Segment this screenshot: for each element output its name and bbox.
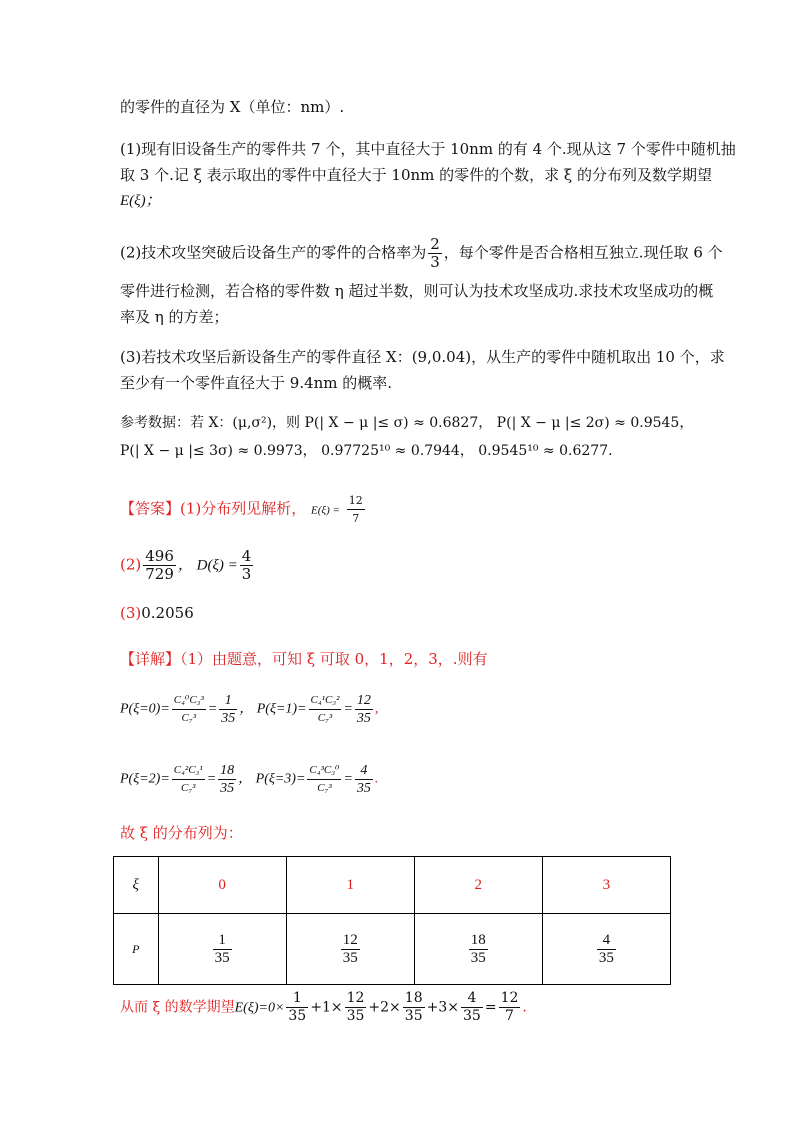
answer-part-1: (1)分布列见解析， <box>180 499 307 518</box>
table-num-1: 12 <box>342 931 358 948</box>
table-den-1: 35 <box>342 949 358 966</box>
conclusion-result-den: 7 <box>505 1008 514 1024</box>
table-header-1: 1 <box>286 857 414 914</box>
detail-label: 【详解】 <box>120 650 181 668</box>
conclusion-frac-3 <box>461 990 483 1025</box>
conclusion-end: . <box>522 999 527 1016</box>
p3-lhs: P(ξ=3)= <box>255 771 306 787</box>
table-den-0: 35 <box>214 949 230 966</box>
p1-comb-den: C₇³ <box>317 712 333 724</box>
p3-fraction <box>355 762 373 797</box>
problem-line-5-text-b: ，每个零件是否合格相互独立.现任取 6 个 <box>443 243 723 262</box>
p0-fraction <box>219 692 237 727</box>
p1-comb-fraction <box>309 692 342 727</box>
p3-comb-den: C₇³ <box>317 782 332 794</box>
table-den-3: 35 <box>598 949 614 966</box>
conclusion-den-3: 35 <box>463 1008 481 1024</box>
answer-expectation-den: 7 <box>352 512 360 525</box>
reference-line-1: 参考数据：若 X：(μ,σ²)，则 P(| X − μ |≤ σ) ≈ 0.6827， P(| X − μ |≤ 2σ) ≈ 0.9545， <box>120 415 694 431</box>
p0-num: 1 <box>219 692 237 710</box>
answer-expectation-lhs: E(ξ) = <box>311 504 340 517</box>
problem-line-9: 至少有一个零件直径大于 9.4nm 的概率. <box>120 374 393 392</box>
table-header-row <box>114 857 671 914</box>
p2-comb-num: C₄²C₃¹ <box>172 762 205 780</box>
answer-probability-den: 729 <box>145 565 174 583</box>
conclusion-frac-0 <box>286 990 308 1025</box>
p2-comb-fraction <box>172 762 205 797</box>
conclusion-num-2: 18 <box>404 990 423 1006</box>
p2-comb-den: C₇³ <box>180 782 196 794</box>
table-cell-0 <box>158 914 286 985</box>
table-prob-row <box>114 914 671 985</box>
problem-line-7: 率及 η 的方差； <box>120 308 229 326</box>
detail-prob-row-2: P(ξ=2)= $\frac{\text{C₄²C₃¹}}{\text{C₇³}}$ = $\frac{18}{35}$ ， P(ξ=3)= $\frac{\text{C₄³C₃⁰}}{\text{C₇³}}$ = $\frac{4}{35}$ . <box>120 763 379 796</box>
answer-probability-num: 496 <box>145 547 174 565</box>
answer-part-3-prefix: (3) <box>120 604 142 622</box>
pass-rate-fraction <box>428 236 442 271</box>
p3-comb-num: C₄³C₃⁰ <box>307 762 341 780</box>
table-den-2: 35 <box>470 949 486 966</box>
conclusion-den-2: 35 <box>404 1008 423 1024</box>
problem-line-8: (3)若技术攻坚后新设备生产的零件直径 X：(9,0.04)，从生产的零件中随机取出 10 个，求 <box>120 348 725 366</box>
detail-prob-row-1: P(ξ=0)= $\frac{\text{C₄⁰C₃³}}{\text{C₇³}}$ = $\frac{1}{35}$ ， P(ξ=1)= $\frac{\text{C₄¹C₃²}}{\text{C₇³}}$ = $\frac{12}{35}$ , <box>120 693 379 726</box>
table-header-0: 0 <box>158 857 286 914</box>
answer-line-1 <box>120 492 367 527</box>
answer-variance-lhs: ， D(ξ) = <box>177 557 238 574</box>
conclusion-num-3: 4 <box>461 990 483 1008</box>
p3-den: 35 <box>356 781 371 796</box>
problem-line-5-text-a: (2)技术攻坚突破后设备生产的零件的合格率为 <box>120 243 427 262</box>
pass-rate-den: 3 <box>430 253 440 271</box>
p3-num: 4 <box>355 762 373 780</box>
problem-line-4: E(ξ)； <box>120 193 161 209</box>
answer-part-3-value: 0.2056 <box>141 604 194 622</box>
table-num-0: 1 <box>213 932 232 950</box>
p2-num: 18 <box>220 763 235 778</box>
answer-line-2 <box>120 548 255 583</box>
p0-comb-num: C₄⁰C₃³ <box>172 692 206 710</box>
distribution-table <box>113 856 671 985</box>
table-row-label: P <box>114 914 159 985</box>
answer-line-3 <box>120 602 194 624</box>
problem-line-6: 零件进行检测，若合格的零件数 η 超过半数，则可认为技术攻坚成功.求技术攻坚成功的概 <box>120 282 714 300</box>
table-header-2: 2 <box>414 857 542 914</box>
table-num-3: 4 <box>597 932 616 950</box>
table-header-3: 3 <box>542 857 670 914</box>
table-caption: 故 ξ 的分布列为： <box>120 824 243 842</box>
answer-part-2-prefix: (2) <box>120 555 142 574</box>
table-cell-2 <box>414 914 542 985</box>
p1-comb-num: C₄¹C₃² <box>309 692 342 710</box>
problem-line-2: (1)现有旧设备生产的零件共 7 个，其中直径大于 10nm 的有 4 个.现从这 7 个零件中随机抽 <box>120 140 736 158</box>
answer-expectation-num: 12 <box>347 492 365 510</box>
p1-fraction <box>355 692 373 727</box>
p2-fraction <box>218 762 236 797</box>
p0-den: 35 <box>221 711 236 726</box>
table-num-2: 18 <box>470 931 486 948</box>
conclusion-frac-2 <box>403 990 425 1025</box>
conclusion-frac-1 <box>345 990 367 1025</box>
p2-lhs: P(ξ=2)= <box>120 771 170 787</box>
p0-comb-fraction <box>172 692 206 727</box>
conclusion-num-1: 12 <box>346 990 365 1006</box>
reference-line-2: P(| X − μ |≤ 3σ) ≈ 0.9973， 0.97725¹⁰ ≈ 0.7944， 0.9545¹⁰ ≈ 0.6277. <box>120 443 613 459</box>
detail-intro: （1）由题意，可知 ξ 可取 0，1，2，3，.则有 <box>180 650 488 668</box>
problem-line-5 <box>120 236 723 271</box>
answer-label: 【答案】 <box>120 499 181 518</box>
answer-variance-den: 3 <box>241 565 252 583</box>
p2-den: 35 <box>220 781 235 796</box>
answer-probability-fraction <box>143 548 176 583</box>
conclusion-den-1: 35 <box>346 1008 365 1024</box>
answer-variance-fraction <box>240 548 254 583</box>
problem-line-1: 的零件的直径为 X（单位：nm）. <box>120 98 345 116</box>
p3-comb-fraction <box>307 762 341 797</box>
p1-num: 12 <box>356 693 371 708</box>
problem-line-3: 取 3 个.记 ξ 表示取出的零件中直径大于 10nm 的零件的个数，求 ξ 的分布列及数学期望 <box>120 166 712 184</box>
p1-den: 35 <box>356 711 371 726</box>
conclusion-line: 从而 ξ 的数学期望E(ξ)=0× $\frac{1}{35}$ +1× $\frac{12}{35}$ +2× $\frac{18}{35}$ +3× $\frac{4}{35}$ = $\frac{12}{7}$ . <box>120 990 527 1024</box>
table-cell-1 <box>286 914 414 985</box>
conclusion-result <box>499 990 521 1025</box>
answer-variance-num: 4 <box>241 547 252 565</box>
table-header-xi: ξ <box>114 857 159 914</box>
pass-rate-num: 2 <box>430 235 440 253</box>
p1-lhs: P(ξ=1)= <box>256 701 307 717</box>
detail-line-1 <box>120 648 488 670</box>
p0-lhs: P(ξ=0)= <box>120 701 170 717</box>
conclusion-prefix: 从而 ξ 的数学期望 <box>120 999 235 1016</box>
table-cell-3 <box>542 914 670 985</box>
conclusion-result-num: 12 <box>500 990 519 1006</box>
answer-expectation-fraction <box>347 492 365 527</box>
conclusion-expr: E(ξ)=0× <box>234 1000 285 1016</box>
conclusion-den-0: 35 <box>288 1008 307 1024</box>
conclusion-num-0: 1 <box>286 990 308 1008</box>
p0-comb-den: C₇³ <box>181 712 197 724</box>
